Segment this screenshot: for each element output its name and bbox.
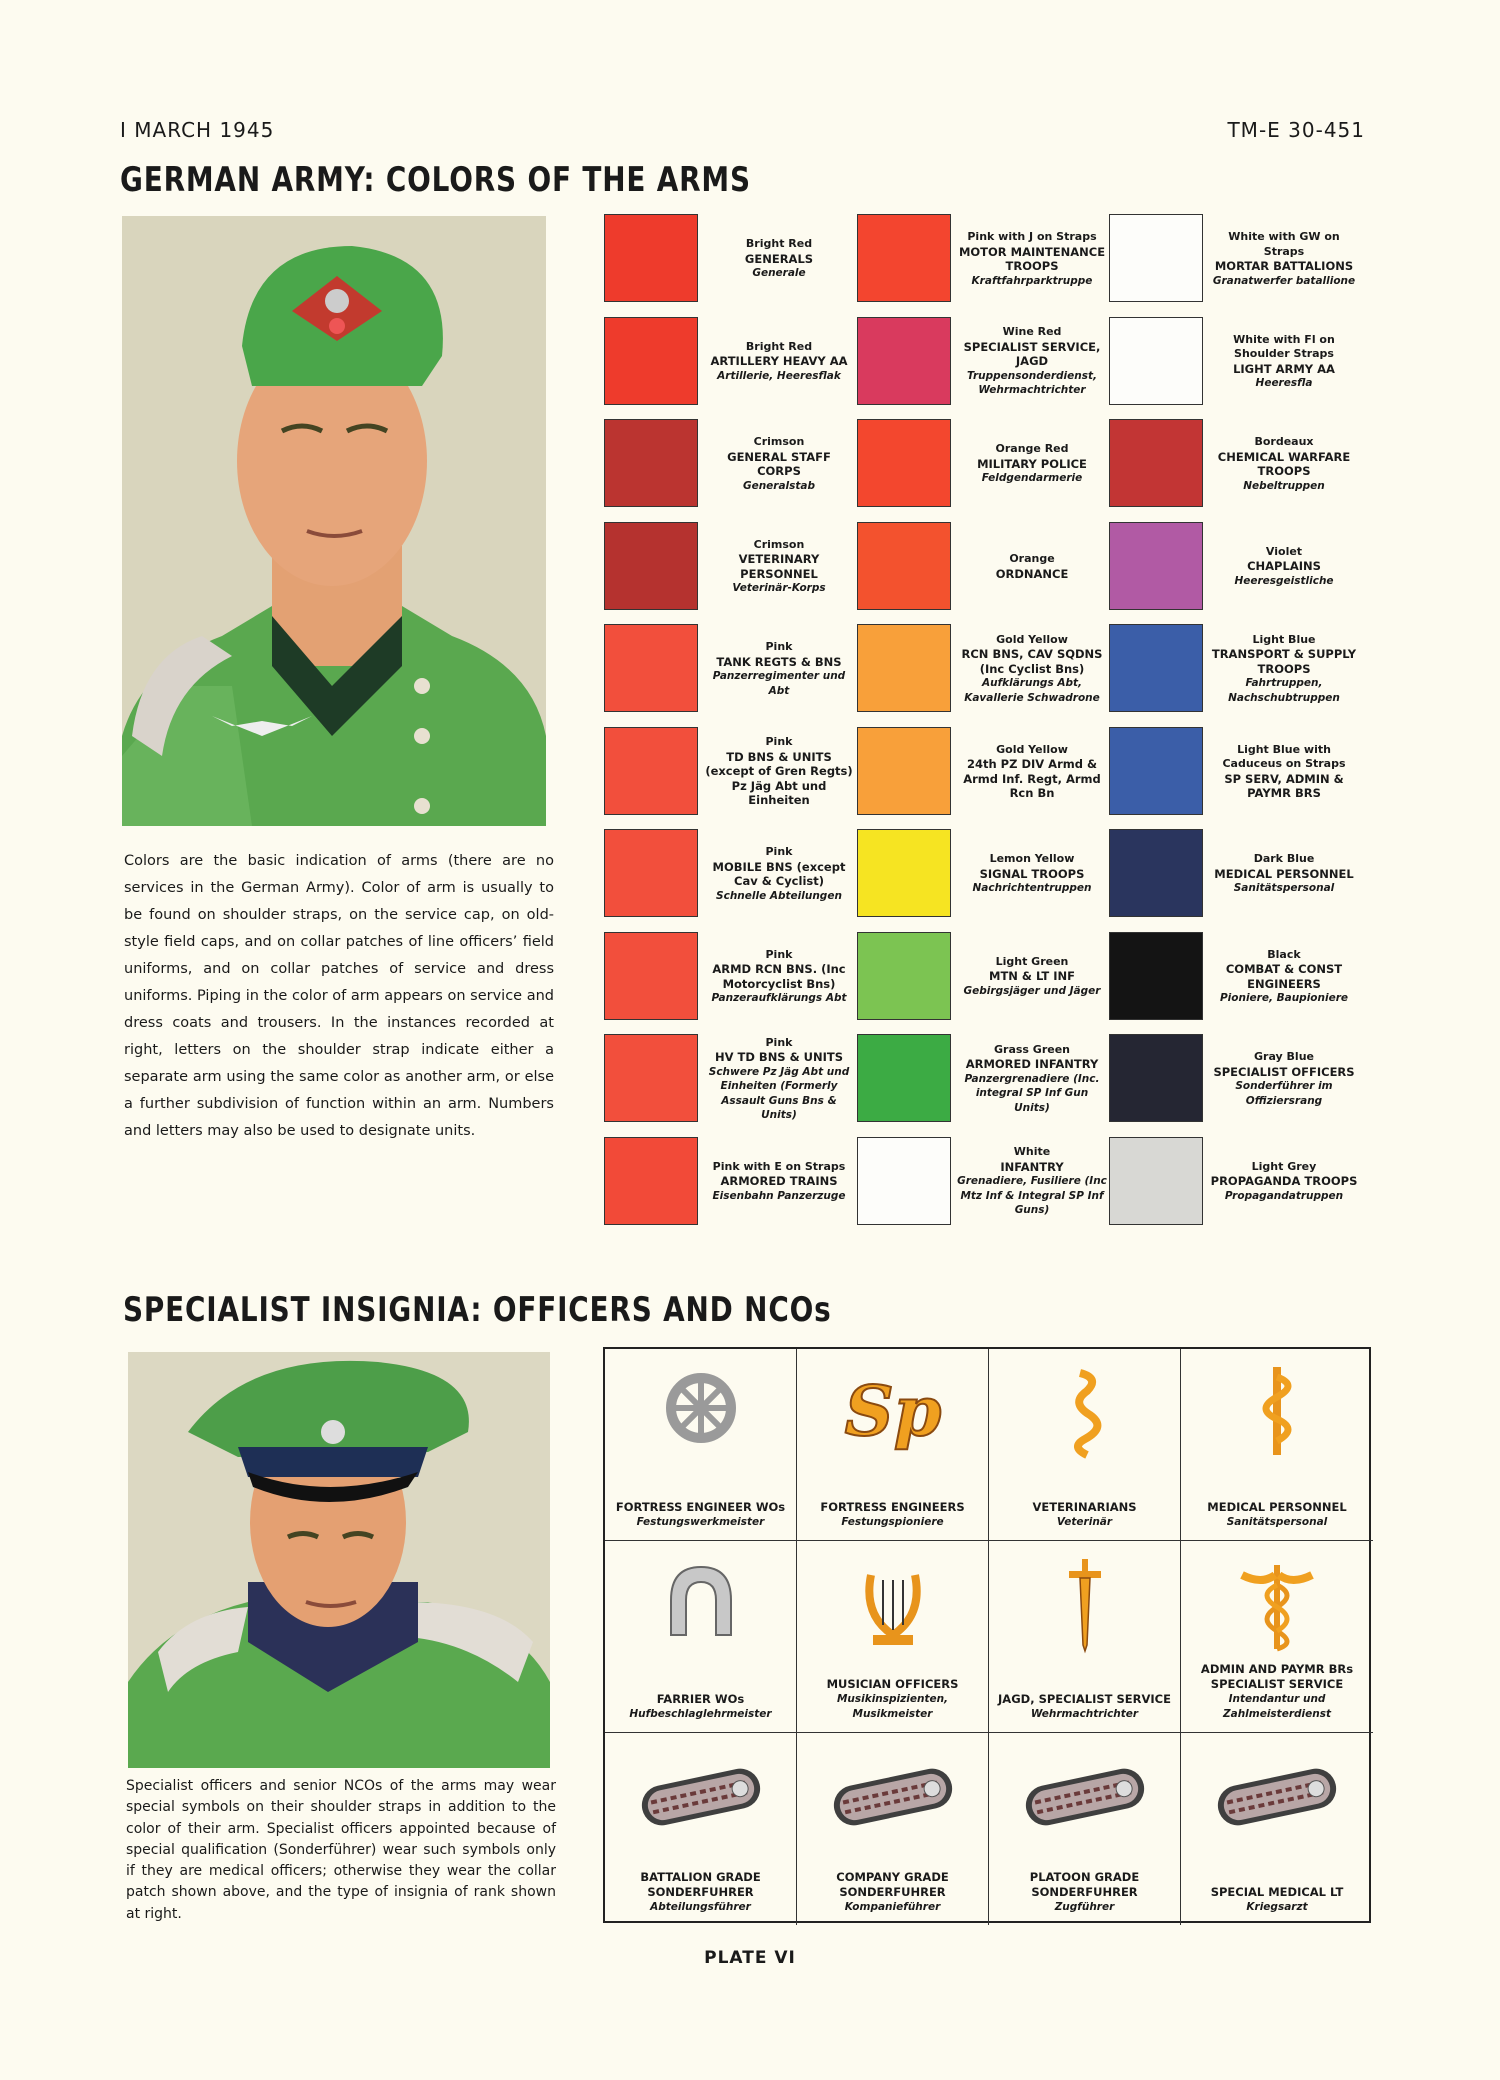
color-name: Wine Red (1002, 325, 1062, 339)
insignia-grid (603, 1347, 1371, 1923)
unit-name: HV TD BNS & UNITS (715, 1050, 843, 1064)
german-name: Fahrtruppen, Nachschubtruppen (1228, 677, 1340, 704)
unit-name: CHEMICAL WARFARE TROOPS (1217, 449, 1351, 478)
shoulder-strap-icon (641, 1747, 761, 1847)
color-label (704, 621, 854, 717)
color-name: Violet (1265, 544, 1303, 558)
shoulder-strap-icon (1025, 1747, 1145, 1847)
color-name: Pink (765, 735, 793, 749)
insignia-unit: COMPANY GRADE SONDERFUHRER (836, 1870, 949, 1899)
insignia-german: Festungspioniere (841, 1516, 944, 1528)
german-name: Propagandatruppen (1224, 1189, 1344, 1202)
plate-number: PLATE VI (704, 1948, 796, 1968)
insignia-german: Sanitätspersonal (1226, 1516, 1328, 1528)
sword-icon (1025, 1555, 1145, 1655)
insignia-german: Zugführer (1054, 1901, 1115, 1913)
color-swatch (857, 727, 951, 815)
color-swatch (1109, 1137, 1203, 1225)
insignia-unit: MUSICIAN OFFICERS (826, 1677, 959, 1691)
color-name: Light Green (995, 954, 1069, 968)
color-name: Gray Blue (1254, 1050, 1314, 1063)
insignia-unit: MEDICAL PERSONNEL (1207, 1500, 1347, 1514)
color-entry (604, 826, 854, 929)
color-swatch (604, 1137, 698, 1225)
insignia-german: Intendantur und Zahlmeisterdienst (1223, 1693, 1331, 1720)
color-label (957, 929, 1107, 1025)
issue-date: I MARCH 1945 (120, 118, 275, 142)
german-name: Panzerregimenter und Abt (712, 670, 846, 697)
color-entry (604, 929, 854, 1032)
unit-name: ORDNANCE (995, 566, 1069, 581)
color-swatch (1109, 624, 1203, 712)
insignia-cell (605, 1349, 797, 1541)
section-title-insignia: SPECIALIST INSIGNIA: OFFICERS AND NCOs (123, 1290, 832, 1330)
color-name: Pink (765, 1035, 793, 1049)
color-swatch (857, 829, 951, 917)
color-entry (857, 416, 1107, 519)
unit-name: LIGHT ARMY AA (1233, 361, 1335, 376)
color-swatch (1109, 317, 1203, 405)
insignia-cell (989, 1349, 1181, 1541)
german-name: Veterinär-Korps (732, 582, 826, 594)
color-label (957, 621, 1107, 717)
german-name: Panzeraufklärungs Abt (711, 992, 847, 1004)
german-name: Sonderführer im Offiziersrang (1235, 1080, 1333, 1107)
insignia-label (609, 1870, 792, 1915)
color-label (704, 416, 854, 512)
insignia-label (993, 1692, 1176, 1722)
insignia-unit: PLATOON GRADE SONDERFUHRER (1029, 1870, 1140, 1899)
color-entry (1109, 314, 1359, 417)
color-name: Lemon Yellow (989, 852, 1075, 866)
insignia-cell (605, 1541, 797, 1733)
color-label (957, 314, 1107, 410)
shoulder-strap-icon (1217, 1747, 1337, 1847)
color-label (957, 211, 1107, 307)
german-name: Gebirgsjäger und Jäger (963, 984, 1101, 997)
insignia-cell (1181, 1541, 1373, 1733)
color-name: Bright Red (745, 339, 813, 353)
german-name: Schnelle Abteilungen (716, 889, 842, 902)
color-entry (857, 621, 1107, 724)
colors-description: Colors are the basic indication of arms (there are no services in the German Army). Color of arm is usually to be found on shoulder straps, on the service cap, on old-style field caps, and on collar patches of line officers’ field uniforms, and on collar patches of service and dress uniforms. Piping in the color of arm appears on service and dress coats and trousers. In the instances recorded at right, letters on the shoulder strap indicate either a separate arm using the same color as another arm, or else a further subdivision of function within an arm. Numbers and letters may also be used to designate units. (124, 853, 554, 1139)
german-name: Granatwerfer batallione (1212, 274, 1356, 287)
color-name: Light Blue with Caduceus on Straps (1222, 742, 1346, 770)
color-entry (604, 1031, 854, 1134)
color-label (1209, 211, 1359, 307)
german-name: Schwere Pz Jäg Abt und Einheiten (Formerly Assault Guns Bns & Units) (708, 1065, 850, 1121)
german-name: Truppensonderdienst, Wehrmachtrichter (966, 369, 1097, 397)
insignia-label (993, 1500, 1176, 1530)
color-label (957, 724, 1107, 820)
color-label (1209, 724, 1359, 820)
unit-name: SIGNAL TROOPS (979, 866, 1085, 881)
color-entry (857, 1134, 1107, 1237)
unit-name: 24th PZ DIV Armd & Armd Inf. Regt, Armd Rcn Bn (963, 757, 1101, 800)
color-label (1209, 519, 1359, 615)
color-swatch (1109, 214, 1203, 302)
color-entry (604, 519, 854, 622)
unit-name: SP SERV, ADMIN & PAYMR BRS (1224, 771, 1344, 800)
unit-name: SPECIALIST SERVICE, JAGD (963, 339, 1101, 369)
german-name: Nachrichtentruppen (972, 882, 1092, 895)
unit-name: INFANTRY (1000, 1159, 1064, 1174)
color-label (704, 519, 854, 615)
color-swatch (857, 317, 951, 405)
manual-number: TM-E 30-451 (1227, 118, 1365, 142)
color-label (957, 826, 1107, 922)
color-name: Gold Yellow (996, 742, 1068, 756)
color-swatch (604, 214, 698, 302)
insignia-cell (1181, 1349, 1373, 1541)
unit-name: ARTILLERY HEAVY AA (710, 354, 848, 369)
unit-name: GENERAL STAFF CORPS (727, 449, 831, 478)
color-name: Crimson (753, 537, 805, 551)
color-label (957, 1134, 1107, 1230)
section-title-colors: GERMAN ARMY: COLORS OF THE ARMS (120, 160, 751, 200)
unit-name: PROPAGANDA TROOPS (1210, 1174, 1358, 1189)
unit-name: SPECIALIST OFFICERS (1213, 1064, 1355, 1079)
insignia-unit: FARRIER WOs (656, 1692, 745, 1706)
color-label (704, 211, 854, 307)
insignia-german: Abteilungsführer (650, 1901, 751, 1913)
color-swatch (604, 829, 698, 917)
sp-monogram-icon (833, 1363, 953, 1463)
color-entry (604, 314, 854, 417)
insignia-label (1185, 1500, 1369, 1530)
unit-name: ARMORED INFANTRY (965, 1057, 1099, 1072)
color-entry (1109, 826, 1359, 929)
color-entry (857, 724, 1107, 827)
snake-icon (1025, 1363, 1145, 1463)
insignia-german: Veterinär (1056, 1516, 1113, 1528)
unit-name: MILITARY POLICE (977, 456, 1087, 471)
color-entry (857, 826, 1107, 929)
lyre-icon (833, 1555, 953, 1655)
german-name: Aufklärungs Abt, Kavallerie Schwadrone (964, 677, 1100, 704)
insignia-unit: JAGD, SPECIALIST SERVICE (998, 1692, 1171, 1706)
insignia-german: Kompanieführer (844, 1901, 941, 1913)
german-name: Generale (752, 267, 806, 280)
color-label (1209, 826, 1359, 922)
insignia-german: Kriegsarzt (1246, 1901, 1308, 1913)
caduceus-icon (1217, 1555, 1337, 1655)
color-label (957, 416, 1107, 512)
insignia-cell (797, 1541, 989, 1733)
color-column-3 (1109, 211, 1359, 1236)
color-entry (857, 314, 1107, 417)
color-name: Black (1267, 947, 1301, 961)
german-name: Generalstab (742, 479, 816, 492)
german-name: Nebeltruppen (1243, 479, 1325, 492)
color-name: White (1013, 1145, 1051, 1159)
color-name: Pink (765, 640, 793, 653)
unit-name: CHAPLAINS (1247, 559, 1321, 574)
unit-name: MORTAR BATTALIONS (1214, 259, 1354, 273)
german-name: Panzergrenadiere (Inc. integral SP Inf Gun Units) (964, 1072, 1100, 1114)
nco-portrait-service-cap (128, 1352, 550, 1768)
color-entry (1109, 1134, 1359, 1237)
color-name: Light Blue (1252, 632, 1316, 646)
color-name: Bright Red (745, 237, 813, 251)
color-entry (857, 519, 1107, 622)
unit-name: TRANSPORT & SUPPLY TROOPS (1211, 647, 1357, 676)
german-name: Eisenbahn Panzerzuge (712, 1189, 846, 1202)
color-name: Orange (1009, 552, 1055, 565)
insignia-label (1185, 1662, 1369, 1722)
color-label (704, 724, 854, 820)
color-swatch (604, 624, 698, 712)
color-entry (1109, 211, 1359, 314)
color-swatch (857, 1034, 951, 1122)
color-entry (1109, 724, 1359, 827)
color-label (957, 519, 1107, 615)
unit-name: TANK REGTS & BNS (716, 654, 842, 669)
color-name: White with Fl on Shoulder Straps (1233, 332, 1335, 360)
color-entry (604, 1134, 854, 1237)
color-swatch (1109, 932, 1203, 1020)
color-entry (857, 1031, 1107, 1134)
insignia-label (801, 1500, 984, 1530)
color-name: Orange Red (995, 442, 1069, 456)
color-swatch (604, 317, 698, 405)
color-label (957, 1031, 1107, 1127)
insignia-label (993, 1870, 1176, 1915)
color-swatch (857, 522, 951, 610)
unit-name: ARMORED TRAINS (720, 1174, 838, 1189)
color-swatch (1109, 522, 1203, 610)
german-name: Heeresfla (1255, 377, 1313, 389)
color-swatch (857, 624, 951, 712)
color-name: Grass Green (993, 1042, 1070, 1056)
german-name: Pioniere, Baupioniere (1219, 992, 1349, 1004)
color-swatch (857, 214, 951, 302)
german-name: Heeresgeistliche (1234, 574, 1334, 587)
color-label (1209, 929, 1359, 1025)
color-swatch (1109, 1034, 1203, 1122)
unit-name: MOBILE BNS (except Cav & Cyclist) (712, 859, 846, 888)
color-swatch (604, 522, 698, 610)
color-swatch (1109, 419, 1203, 507)
color-entry (1109, 416, 1359, 519)
insignia-label (801, 1870, 984, 1915)
german-name: Sanitätspersonal (1233, 882, 1335, 895)
color-name: Dark Blue (1253, 852, 1315, 866)
color-name: Bordeaux (1254, 435, 1314, 448)
svg-text:Sp: Sp (844, 1372, 942, 1452)
insignia-label (1185, 1885, 1369, 1915)
color-entry (1109, 519, 1359, 622)
color-label (1209, 416, 1359, 512)
color-name: Pink with J on Straps (967, 230, 1097, 243)
german-name: Feldgendarmerie (981, 472, 1083, 485)
color-label (704, 826, 854, 922)
color-swatch (857, 932, 951, 1020)
insignia-german: Musikinspizienten, Musikmeister (836, 1693, 949, 1720)
unit-name: RCN BNS, CAV SQDNS (Inc Cyclist Bns) (961, 647, 1103, 676)
color-label (704, 1031, 854, 1127)
color-swatch (1109, 727, 1203, 815)
color-swatch (857, 1137, 951, 1225)
unit-name: COMBAT & CONST ENGINEERS (1225, 962, 1343, 991)
insignia-unit: FORTRESS ENGINEERS (820, 1500, 965, 1514)
insignia-unit: VETERINARIANS (1032, 1500, 1137, 1514)
color-name: White with GW on Straps (1228, 230, 1340, 258)
insignia-label (609, 1500, 792, 1530)
color-swatch (604, 1034, 698, 1122)
color-name: Crimson (753, 435, 805, 448)
german-name: Grenadiere, Fusiliere (Inc Mtz Inf & Integral SP Inf Guns) (957, 1175, 1107, 1217)
color-label (704, 314, 854, 410)
insignia-unit: BATTALION GRADE SONDERFUHRER (640, 1870, 761, 1899)
color-entry (604, 621, 854, 724)
insignia-label (609, 1692, 792, 1722)
unit-name: MEDICAL PERSONNEL (1214, 866, 1354, 881)
german-name: Kraftfahrparktruppe (971, 274, 1093, 287)
color-name: Pink with E on Straps (712, 1159, 846, 1173)
color-entry (1109, 621, 1359, 724)
unit-name: GENERALS (744, 251, 814, 266)
color-label (1209, 314, 1359, 410)
color-label (1209, 621, 1359, 717)
unit-name: MTN & LT INF (989, 969, 1075, 984)
color-swatch (604, 419, 698, 507)
unit-name: ARMD RCN BNS. (Inc Motorcyclist Bns) (712, 962, 846, 991)
color-label (1209, 1134, 1359, 1230)
cogwheel-icon (641, 1363, 761, 1463)
insignia-cell (1181, 1733, 1373, 1925)
insignia-unit: SPECIAL MEDICAL LT (1210, 1885, 1344, 1899)
color-label (704, 1134, 854, 1230)
insignia-cell (797, 1733, 989, 1925)
color-label (704, 929, 854, 1025)
insignia-german: Hufbeschlaglehrmeister (629, 1708, 772, 1720)
aesculapius-staff-icon (1217, 1363, 1337, 1463)
shoulder-strap-icon (833, 1747, 953, 1847)
insignia-cell (989, 1733, 1181, 1925)
color-name: Pink (765, 845, 793, 858)
color-entry (1109, 929, 1359, 1032)
officer-portrait-field-cap (122, 216, 546, 826)
color-swatch (604, 932, 698, 1020)
color-entry (604, 416, 854, 519)
insignia-cell (797, 1349, 989, 1541)
color-column-2 (857, 211, 1107, 1236)
color-name: Pink (765, 947, 793, 961)
insignia-german: Wehrmachtrichter (1030, 1708, 1139, 1720)
insignia-unit: ADMIN AND PAYMR BRs SPECIALIST SERVICE (1200, 1662, 1354, 1691)
horseshoe-icon (641, 1555, 761, 1655)
color-column-1 (604, 211, 854, 1236)
insignia-german: Festungswerkmeister (636, 1516, 765, 1528)
color-name: Light Grey (1251, 1159, 1317, 1173)
color-entry (857, 929, 1107, 1032)
color-entry (857, 211, 1107, 314)
color-swatch (857, 419, 951, 507)
color-swatch (1109, 829, 1203, 917)
color-entry (604, 724, 854, 827)
insignia-unit: FORTRESS ENGINEER WOs (615, 1500, 786, 1514)
color-swatch (604, 727, 698, 815)
insignia-label (801, 1677, 984, 1722)
unit-name: MOTOR MAINTENANCE TROOPS (958, 244, 1106, 273)
german-name: Artillerie, Heeresflak (717, 369, 841, 382)
color-entry (1109, 1031, 1359, 1134)
unit-name: VETERINARY PERSONNEL (738, 552, 820, 581)
color-name: Gold Yellow (996, 632, 1068, 646)
color-label (1209, 1031, 1359, 1127)
unit-name: TD BNS & UNITS (except of Gren Regts) Pz Jäg Abt und Einheiten (705, 749, 853, 808)
insignia-cell (605, 1733, 797, 1925)
insignia-cell (989, 1541, 1181, 1733)
insignia-description: Specialist officers and senior NCOs of the arms may wear special symbols on their shoulder straps in addition to the color of their arm. Specialist officers appointed because of special qualification (Sonderführer) wear such symbols only if they are medical officers; otherwise they wear the collar patch shown above, and the type of insignia of rank shown at right. (126, 1778, 556, 1922)
color-entry (604, 211, 854, 314)
